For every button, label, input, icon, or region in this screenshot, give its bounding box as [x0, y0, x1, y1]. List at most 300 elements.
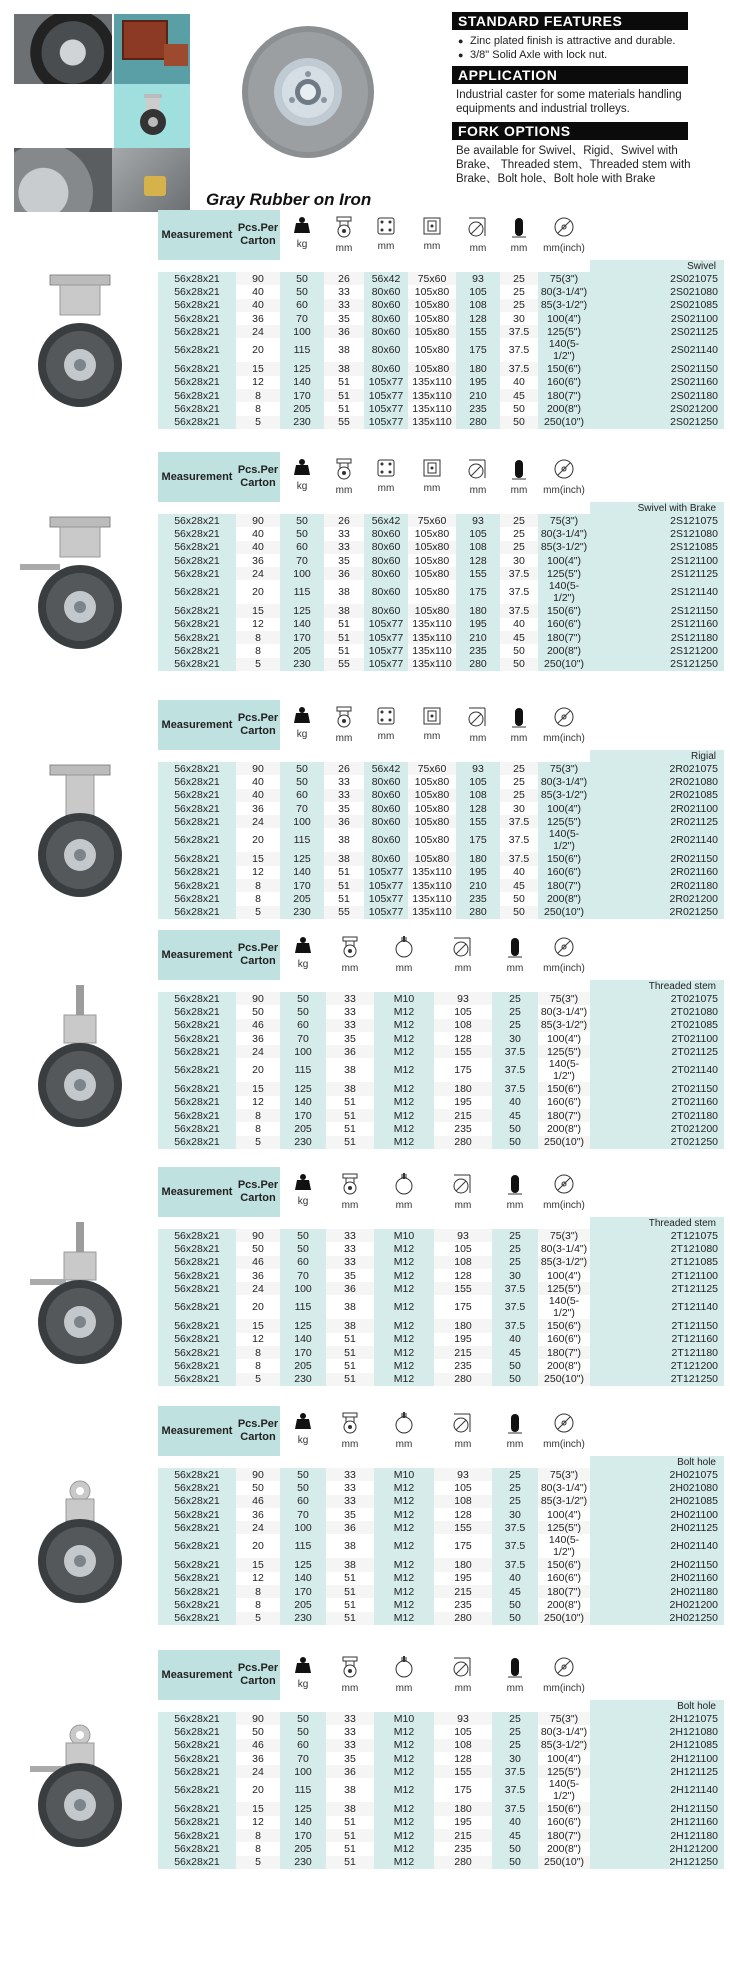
table-cell: 205 [280, 1359, 326, 1372]
table-cell: 235 [434, 1842, 492, 1855]
table-cell: 105x80 [408, 362, 456, 375]
table-cell: 30 [500, 802, 538, 815]
table-row [158, 866, 724, 879]
table-cell: 20 [236, 580, 280, 604]
table-cell: M10 [374, 1712, 434, 1725]
table-row [158, 1778, 724, 1802]
table-cell: 280 [456, 658, 500, 671]
table-row [158, 1122, 724, 1135]
table-cell: 25 [500, 789, 538, 802]
table-cell: 50 [280, 514, 324, 527]
product-code-cell: 2S021250 [590, 416, 724, 429]
product-code-cell: 2T121075 [590, 1229, 724, 1242]
table-cell: 20 [236, 338, 280, 362]
table-cell: 25 [492, 1468, 538, 1481]
table-cell: 108 [434, 1256, 492, 1269]
table-cell: 51 [324, 376, 364, 389]
table-cell: 100(4") [538, 312, 590, 325]
table-row [158, 376, 724, 389]
table-cell: 56x28x21 [158, 1765, 236, 1778]
table-cell: 280 [456, 416, 500, 429]
table-cell: 8 [236, 1842, 280, 1855]
unit-label: mm [506, 963, 524, 974]
table-row [158, 1373, 724, 1386]
standard-features-title: STANDARD FEATURES [452, 12, 688, 30]
table-cell: 30 [492, 1508, 538, 1521]
table-cell: 160(6") [538, 1572, 590, 1585]
product-code-cell: 2R021140 [590, 828, 724, 852]
spec-column-header [374, 1167, 434, 1217]
table-cell: 56x28x21 [158, 852, 236, 865]
table-cell: 56x28x21 [158, 338, 236, 362]
table-cell: 15 [236, 1802, 280, 1815]
unit-label: mm [341, 963, 359, 974]
code-header [590, 452, 724, 502]
table-row [158, 1521, 724, 1534]
table-cell: 38 [324, 828, 364, 852]
table-cell: 37.5 [492, 1058, 538, 1082]
table-cell: 175 [434, 1295, 492, 1319]
table-cell: 38 [326, 1082, 374, 1095]
table-cell: 150(6") [538, 1802, 590, 1815]
top-plate-icon [364, 706, 408, 726]
table-cell: 51 [326, 1109, 374, 1122]
table-cell: 80x60 [364, 567, 408, 580]
table-cell: 51 [326, 1373, 374, 1386]
table-cell: 175 [456, 828, 500, 852]
table-cell: 50 [236, 1005, 280, 1018]
code-header [590, 1406, 724, 1456]
table-cell: 46 [236, 1019, 280, 1032]
table-cell: 20 [236, 1295, 280, 1319]
table-header-row [158, 930, 724, 980]
measurement-header: Measurement [158, 700, 236, 750]
product-code-cell: 2S121200 [590, 644, 724, 657]
table-cell: 205 [280, 402, 324, 415]
table-cell: 75(3") [538, 1712, 590, 1725]
product-code-cell: 2T021080 [590, 1005, 724, 1018]
table-cell: 280 [434, 1612, 492, 1625]
table-row [158, 1019, 724, 1032]
table-cell: 35 [326, 1752, 374, 1765]
table-cell: 45 [492, 1109, 538, 1122]
table-cell: 90 [236, 762, 280, 775]
load-weight-icon [280, 706, 324, 724]
table-cell: 56x28x21 [158, 866, 236, 879]
table-header-row [158, 452, 724, 502]
table-cell: 230 [280, 1136, 326, 1149]
table-cell: 195 [434, 1333, 492, 1346]
table-cell: 85(3-1/2") [538, 1019, 590, 1032]
unit-label: mm [341, 1200, 359, 1211]
table-row [158, 815, 724, 828]
table-cell: 125(5") [538, 1521, 590, 1534]
table-cell: 128 [434, 1752, 492, 1765]
table-cell: 33 [326, 1725, 374, 1738]
table-row [158, 1765, 724, 1778]
code-header [590, 700, 724, 750]
table-cell: 25 [492, 1256, 538, 1269]
table-cell: 175 [456, 338, 500, 362]
threaded-stem-icon [374, 936, 434, 958]
table-cell: 140 [280, 1333, 326, 1346]
spec-column-header [434, 1650, 492, 1700]
table-cell: 80x60 [364, 852, 408, 865]
table-cell: 90 [236, 1468, 280, 1481]
table-cell: 50 [492, 1856, 538, 1869]
table-cell: 85(3-1/2") [538, 1256, 590, 1269]
table-cell: 70 [280, 1508, 326, 1521]
unit-label: kg [297, 1435, 309, 1446]
table-cell: 26 [324, 514, 364, 527]
product-code-cell: 2R021080 [590, 775, 724, 788]
table-cell: 30 [500, 554, 538, 567]
unit-label: mm [510, 485, 528, 496]
table-cell: 40 [236, 527, 280, 540]
table-cell: 140 [280, 1816, 326, 1829]
wheel-diameter-icon [538, 936, 590, 958]
product-code-cell: 2H121125 [590, 1765, 724, 1778]
table-cell: 55 [324, 416, 364, 429]
table-cell: 140(5-1/2") [538, 1295, 590, 1319]
unit-label: mm [454, 1683, 472, 1694]
table-cell: 50 [280, 992, 326, 1005]
section-label-row [158, 1456, 724, 1468]
spec-column-header [408, 210, 456, 260]
spec-column-header [324, 700, 364, 750]
overall-height-icon [456, 216, 500, 238]
table-cell: 175 [456, 580, 500, 604]
table-cell: 180 [456, 604, 500, 617]
unit-label: mm(inch) [543, 1439, 585, 1450]
table-cell: 33 [326, 1468, 374, 1481]
table-header-row [158, 700, 724, 750]
table-cell: 56x28x21 [158, 1229, 236, 1242]
table-cell: 26 [324, 762, 364, 775]
table-cell: 105x80 [408, 312, 456, 325]
product-code-cell: 2S121150 [590, 604, 724, 617]
table-cell: 8 [236, 389, 280, 402]
table-cell: 46 [236, 1256, 280, 1269]
table-cell: 51 [326, 1842, 374, 1855]
table-cell: 20 [236, 1058, 280, 1082]
table-cell: M12 [374, 1269, 434, 1282]
table-cell: 56x28x21 [158, 828, 236, 852]
table-cell: 50 [492, 1612, 538, 1625]
table-cell: 140 [280, 376, 324, 389]
table-cell: 180 [456, 852, 500, 865]
table-cell: 56x28x21 [158, 1495, 236, 1508]
unit-label: mm(inch) [543, 963, 585, 974]
table-cell: 50 [280, 1229, 326, 1242]
table-cell: 108 [434, 1495, 492, 1508]
table-header-row [158, 1650, 724, 1700]
feature-item: ● 3/8" Solid Axle with lock nut. [458, 48, 722, 62]
table-cell: 26 [324, 272, 364, 285]
table-row [158, 1082, 724, 1095]
table-cell: 12 [236, 618, 280, 631]
spec-column-header [364, 700, 408, 750]
table-row [158, 762, 724, 775]
table-cell: 56x28x21 [158, 1725, 236, 1738]
section-label: Threaded stem [590, 980, 724, 992]
table-row [158, 631, 724, 644]
table-cell: 125(5") [538, 1765, 590, 1778]
table-cell: 56x28x21 [158, 775, 236, 788]
code-header [590, 1167, 724, 1217]
table-cell: 33 [324, 285, 364, 298]
unit-label: mm [510, 243, 528, 254]
table-row [158, 1346, 724, 1359]
spec-column-header [280, 210, 324, 260]
table-cell: 56x28x21 [158, 389, 236, 402]
table-cell: 160(6") [538, 866, 590, 879]
product-code-cell: 2H021125 [590, 1521, 724, 1534]
table-row [158, 604, 724, 617]
table-cell: 80(3-1/4") [538, 285, 590, 298]
feature-panel [452, 12, 722, 192]
product-code-cell: 2S121250 [590, 658, 724, 671]
swivel-offset-icon [326, 1173, 374, 1195]
table-cell: 56x42 [364, 762, 408, 775]
table-cell: 33 [326, 1495, 374, 1508]
wheel-diameter-icon [538, 1412, 590, 1434]
unit-label: mm [335, 243, 353, 254]
spec-column-header [538, 930, 590, 980]
table-cell: 56x28x21 [158, 1558, 236, 1571]
wheel-hub-photo [14, 148, 112, 212]
spec-column-header [374, 1406, 434, 1456]
table-cell: 180 [434, 1802, 492, 1815]
table-cell: 56x42 [364, 272, 408, 285]
table-cell: 40 [492, 1096, 538, 1109]
table-cell: 8 [236, 631, 280, 644]
wheel-diameter-icon [538, 458, 590, 480]
table-row [158, 580, 724, 604]
table-cell: 56x28x21 [158, 1319, 236, 1332]
table-cell: 75x60 [408, 762, 456, 775]
table-cell: 36 [236, 312, 280, 325]
table-cell: 56x28x21 [158, 879, 236, 892]
table-cell: 75x60 [408, 514, 456, 527]
table-cell: 56x28x21 [158, 618, 236, 631]
table-cell: 56x28x21 [158, 1346, 236, 1359]
table-cell: 135x110 [408, 644, 456, 657]
table-cell: 40 [500, 866, 538, 879]
table-row [158, 362, 724, 375]
table-cell: 75(3") [538, 514, 590, 527]
unit-label: mm [341, 1683, 359, 1694]
table-cell: 5 [236, 416, 280, 429]
table-cell: 56x28x21 [158, 1282, 236, 1295]
table-cell: 38 [326, 1534, 374, 1558]
table-cell: 50 [500, 892, 538, 905]
wheel-width-icon [500, 458, 538, 480]
measurement-header: Measurement [158, 1167, 236, 1217]
table-cell: 25 [500, 762, 538, 775]
table-cell: 36 [236, 554, 280, 567]
product-code-cell: 2S121140 [590, 580, 724, 604]
table-cell: 90 [236, 514, 280, 527]
table-cell: 37.5 [492, 1534, 538, 1558]
table-cell: M12 [374, 1082, 434, 1095]
product-code-cell: 2H021180 [590, 1585, 724, 1598]
product-caption: Gray Rubber on Iron [206, 190, 372, 209]
table-cell: 135x110 [408, 402, 456, 415]
table-cell: 37.5 [492, 1319, 538, 1332]
load-weight-icon [280, 1412, 326, 1430]
table-cell: 100 [280, 815, 324, 828]
spec-column-header [538, 1650, 590, 1700]
table-row [158, 802, 724, 815]
table-cell: 38 [324, 362, 364, 375]
table-row [158, 338, 724, 362]
table-cell: M12 [374, 1242, 434, 1255]
table-row [158, 1045, 724, 1058]
table-cell: 128 [434, 1508, 492, 1521]
table-cell: 20 [236, 828, 280, 852]
table-cell: 50 [280, 1468, 326, 1481]
table-cell: 25 [500, 285, 538, 298]
table-cell: 40 [492, 1333, 538, 1346]
table-cell: 80x60 [364, 527, 408, 540]
table-row [158, 325, 724, 338]
table-cell: 56x28x21 [158, 815, 236, 828]
table-cell: 51 [326, 1829, 374, 1842]
table-cell: 125 [280, 852, 324, 865]
table-cell: 51 [326, 1572, 374, 1585]
table-cell: 140(5-1/2") [538, 828, 590, 852]
table-cell: 80(3-1/4") [538, 1242, 590, 1255]
table-cell: 105x77 [364, 631, 408, 644]
table-cell: M12 [374, 1612, 434, 1625]
product-code-cell: 2S021100 [590, 312, 724, 325]
table-cell: 105x77 [364, 892, 408, 905]
table-cell: 60 [280, 541, 324, 554]
table-cell: 33 [326, 1229, 374, 1242]
table-cell: 50 [280, 1242, 326, 1255]
table-cell: 45 [492, 1829, 538, 1842]
table-cell: 56x28x21 [158, 802, 236, 815]
product-code-cell: 2T121160 [590, 1333, 724, 1346]
table-cell: 200(8") [538, 644, 590, 657]
table-cell: 80x60 [364, 338, 408, 362]
table-cell: 50 [492, 1359, 538, 1372]
table-cell: 150(6") [538, 1558, 590, 1571]
table-cell: 108 [456, 299, 500, 312]
table-cell: 37.5 [492, 1082, 538, 1095]
product-code-cell: 2S121085 [590, 541, 724, 554]
table-row [158, 1468, 724, 1481]
table-cell: 105x80 [408, 815, 456, 828]
table-row [158, 658, 724, 671]
unit-label: mm [377, 731, 395, 742]
table-cell: 25 [492, 1229, 538, 1242]
table-cell: 56x28x21 [158, 325, 236, 338]
table-cell: 105x80 [408, 852, 456, 865]
wheel-width-icon [500, 706, 538, 728]
table-cell: 33 [324, 527, 364, 540]
table-cell: 35 [326, 1269, 374, 1282]
table-cell: 37.5 [492, 1045, 538, 1058]
table-cell: 180 [434, 1319, 492, 1332]
product-code-cell: 2H021085 [590, 1495, 724, 1508]
table-cell: 33 [326, 992, 374, 1005]
table-cell: 38 [326, 1558, 374, 1571]
product-code-cell: 2R021100 [590, 802, 724, 815]
product-code-cell: 2H021100 [590, 1508, 724, 1521]
rigid-caster-image [10, 755, 150, 915]
table-cell: 56x28x21 [158, 1752, 236, 1765]
table-row [158, 1752, 724, 1765]
table-cell: 45 [492, 1346, 538, 1359]
table-cell: M12 [374, 1572, 434, 1585]
table-cell: M12 [374, 1585, 434, 1598]
product-code-cell: 2S021125 [590, 325, 724, 338]
table-cell: M12 [374, 1282, 434, 1295]
table-cell: M12 [374, 1019, 434, 1032]
section-label: Swivel with Brake [590, 502, 724, 514]
product-code-cell: 2S121180 [590, 631, 724, 644]
table-cell: 80(3-1/4") [538, 527, 590, 540]
table-cell: 56x28x21 [158, 299, 236, 312]
table-row [158, 1802, 724, 1815]
table-cell: 108 [434, 1019, 492, 1032]
table-row [158, 1136, 724, 1149]
table-cell: 80x60 [364, 554, 408, 567]
table-cell: 125(5") [538, 567, 590, 580]
measurement-header: Measurement [158, 1406, 236, 1456]
table-cell: 205 [280, 1122, 326, 1135]
table-row [158, 1585, 724, 1598]
unit-label: mm(inch) [543, 1683, 585, 1694]
wheel-diameter-icon [538, 1656, 590, 1678]
table-cell: 8 [236, 1346, 280, 1359]
table-cell: 56x28x21 [158, 1242, 236, 1255]
table-cell: 160(6") [538, 1333, 590, 1346]
unit-label: mm(inch) [543, 243, 585, 254]
spec-column-header [492, 930, 538, 980]
table-cell: 56x28x21 [158, 604, 236, 617]
table-header-row [158, 1406, 724, 1456]
table-cell: M12 [374, 1122, 434, 1135]
table-cell: 105x77 [364, 658, 408, 671]
pcs-per-carton-header: Pcs.Per Carton [236, 1167, 280, 1217]
section-label: Swivel [590, 260, 724, 272]
table-cell: M12 [374, 1373, 434, 1386]
table-cell: 195 [434, 1572, 492, 1585]
table-cell: 135x110 [408, 631, 456, 644]
measurement-header: Measurement [158, 210, 236, 260]
spec-column-header [326, 1167, 374, 1217]
table-cell: 80x60 [364, 312, 408, 325]
table-cell: 280 [456, 906, 500, 919]
table-cell: 45 [500, 389, 538, 402]
unit-label: mm [341, 1439, 359, 1450]
table-cell: 170 [280, 1585, 326, 1598]
product-code-cell: 2H021200 [590, 1598, 724, 1611]
threaded-stem-icon [374, 1656, 434, 1678]
pcs-per-carton-header: Pcs.Per Carton [236, 452, 280, 502]
table-cell: 50 [500, 644, 538, 657]
table-cell: 40 [500, 376, 538, 389]
spec-column-header [492, 1406, 538, 1456]
table-row [158, 1058, 724, 1082]
table-cell: 37.5 [492, 1765, 538, 1778]
table-cell: M12 [374, 1346, 434, 1359]
table-cell: 50 [280, 775, 324, 788]
table-row [158, 541, 724, 554]
